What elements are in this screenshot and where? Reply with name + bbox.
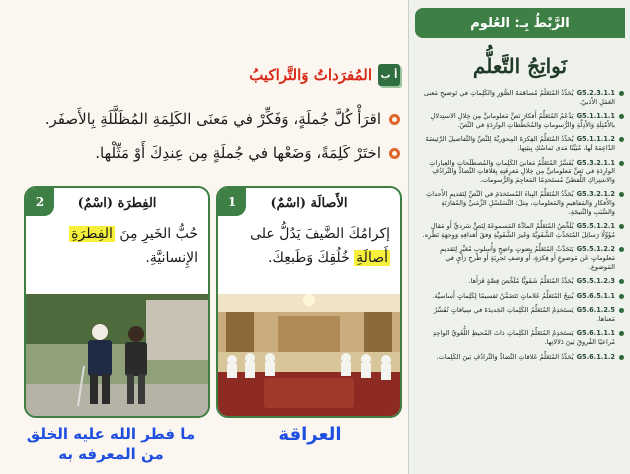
learning-outcomes-sidebar: [408, 0, 630, 474]
outcome-code: G5.6.1.2.5: [576, 306, 615, 315]
majlis-photo: [218, 294, 400, 416]
outcome-code: G5.5.1.2.1: [576, 222, 615, 231]
card-number: 2: [26, 188, 54, 216]
outcome-item: [415, 291, 625, 302]
bullet-icon: [389, 114, 400, 125]
outcome-text: يُفَسِّرُ المُتَعَلِّمُ مَعانيَ الكَلِماتِ وَالمُصطَلَحاتِ وَالعِباراتِ الوارِدَةِ في نَصٍّ مَعلوماتيٍّ مِن خِلالِ مَعرِفَتِهِ بِعَلاقاتِ التَّضادِّ وَالتَّرادُفِ وَالاشتِراكِ اللَّفظيِّ مُستَخدِمًا المَعاجِمَ وَالرُّسومات.: [429, 158, 615, 184]
outcome-text: يُحَدِّدُ المُتَعَلِّمُ الفِكرَةَ المِحوَريَّةَ لِلنَّصِّ وَالتَّفاصيلَ الرَّئيسَةَ الدّاعِمَةَ لَها، مُبَيِّنًا مَدى تَماسُكِ بِنيَتِها.: [425, 135, 615, 152]
card-number: 1: [218, 188, 246, 216]
instruction-1: [20, 110, 400, 128]
outcome-text: يُلَخِّصُ المُتَعَلِّمُ المادَّةَ المَسموعَةَ لِنَصٍّ سَرديٍّ أَو مَقالٍ مُؤَوِّلًا رَسائِلَ المُتَحَدِّثِ الشَّفَويَّةَ وَغَيرَ الشَّفَويَّةِ وَفقَ أَهدافِهِ وَوِجهَةِ نَظَرِه.: [422, 222, 615, 239]
outcome-code: G5.5.1.2.3: [576, 277, 615, 286]
outcome-item: [415, 88, 625, 107]
outcome-code: G5.6.1.1.2: [576, 352, 615, 361]
outcome-item: [415, 158, 625, 186]
outcome-text: يُحَدِّدُ المُتَعَلِّمُ عَلاقاتِ التَّضادِّ وَالتَّرادُفِ بَينَ الكَلِمات.: [436, 352, 574, 361]
outcome-item: [415, 276, 625, 287]
outcome-code: G5.3.2.1.2: [576, 190, 615, 199]
vocab-card-fitra: [24, 186, 210, 418]
bullet-icon: [389, 148, 400, 159]
card-word: الأَصالَة (اسْمٌ): [270, 195, 348, 211]
outcome-text: يُحَدِّدُ المُتَعَلِّمُ مُساهَمَةَ الصُّوَرِ وَالكَلِماتِ في تَوضيحِ مَعنى العَمَلِ الأَدَبيّ.: [423, 89, 615, 106]
caption-left: ما فطر الله عليه الخلق من المعرفه به: [26, 425, 196, 463]
outcome-text: يَستَخدِمُ المُتَعَلِّمُ الكَلِماتِ الجَديدَةَ في سِياقاتٍ تُفَسِّرُ مَعناها.: [433, 306, 615, 323]
outcome-text: يُحَدِّدُ المُتَعَلِّمُ شَفَويًّا مُلَخَّصَ قِصَّةٍ قَرَأَها.: [468, 277, 574, 286]
outcome-code: G5.1.1.1.1: [576, 112, 615, 121]
highlighted-word: الفِطرَةِ: [71, 226, 113, 242]
outcome-text: يُنتِجُ المُتَعَلِّمُ عَلاماتٍ تَتَضَمَّنُ تَقسيمًا لِكَلِماتٍ أَساسيَّة.: [432, 291, 574, 300]
sidebar-title: نَواتِجُ التَّعلُّم: [472, 54, 568, 78]
section-title: المُفرَداتُ وَالتَّراكيبُ: [249, 66, 372, 84]
outcome-code: G5.2.3.1.1: [576, 89, 615, 97]
outcome-code: G5.6.5.1.1: [576, 291, 615, 300]
outcome-item: [415, 352, 625, 363]
instruction-text: اختَرْ كَلِمَةً، وَضَعْها في جُملَةٍ مِن عِندِكَ أَوْ مَثِّلْها.: [95, 144, 381, 162]
outcome-item: [415, 305, 625, 324]
card-word: الفِطرَة (اسْمٌ): [77, 195, 157, 211]
outcome-code: G5.5.1.2.2: [576, 245, 615, 254]
outcome-item: [415, 111, 625, 130]
section-heading: [200, 60, 400, 90]
outcome-item: [415, 134, 625, 153]
helping-elderly-photo: [26, 294, 208, 416]
alphabet-icon: أ ب: [378, 64, 400, 86]
sidebar-header: الرَّبْطُ بِـ: العُلوم: [415, 8, 625, 38]
vocab-card-asala: [216, 186, 402, 418]
outcomes-list: [415, 88, 625, 472]
outcome-code: G5.3.2.1.1: [576, 158, 615, 167]
card-sentence: إكرامُكَ الضَّيفَ يَدُلُّ على أَصالَةِ خُلُقِكَ وَطَبعِكَ.: [250, 226, 390, 266]
outcome-text: يَتَحَدَّثُ المُتَعَلِّمُ بِصَوتٍ واضِحٍ وَأُسلوبٍ مُعَبِّرٍ لِتَقديمِ مَعلوماتٍ عَن مَوضوعٍ أَو فِكرَةٍ، أَو وَصفِ تَجرِبَةٍ أَو طَرحِ رَأيٍ في المَوضوع.: [440, 245, 615, 271]
caption-right: العراقة: [278, 424, 342, 445]
instruction-2: [20, 144, 400, 162]
outcome-text: يَستَخدِمُ المُتَعَلِّمُ الكَلِماتِ ذاتَ المُحيطِ اللُّغَويِّ الواحِدِ مُراعيًا الفُروقَ بَينَ دَلالاتِها.: [432, 329, 615, 347]
outcome-code: G5.6.1.1.1: [576, 329, 615, 338]
outcome-text: يَدْعَمُ المُتَعَلِّمُ أَفكارَ نَصٍّ مَعلوماتيٍّ مِن خِلالِ الاستِدلالِ بالأَمْثِلَةِ وَالأَدِلَّةِ وَالرُّسوماتِ وَالمُخَطَّطاتِ الوارِدَةِ في النَّصّ.: [430, 112, 615, 129]
outcome-text: يُحَدِّدُ المُتَعَلِّمُ البِناءَ المُستَخدَمَ في النَّصِّ لِتَقديمِ الأَحداثِ وَالأَفكارِ وَالمَفاهيمِ وَالمَعلوماتِ، مِثلَ: التَّسَلسُلِ الزَّمَنيِّ وَالمُقارَنَةِ وَالسَّبَبِ وَالنَّتيجَةِ.: [426, 190, 615, 216]
instruction-text: اقرَأْ كُلَّ جُملَةٍ، وَفَكِّرْ في مَعنَى الكَلِمَةِ المُظَلَّلَةِ بِالأَصفَر.: [44, 110, 381, 128]
card-heading: [26, 188, 208, 218]
outcome-item: [415, 221, 625, 240]
card-sentence: حُبُّ الخَيرِ مِنَ الفِطرَةِ الإِنسانيَّةِ.: [71, 226, 198, 266]
outcome-item: [415, 189, 625, 217]
highlighted-word: أَصالَةِ: [356, 250, 388, 266]
card-heading: [218, 188, 400, 218]
outcome-code: G5.1.1.1.2: [576, 135, 615, 144]
outcome-item: [415, 328, 625, 347]
outcome-item: [415, 244, 625, 272]
